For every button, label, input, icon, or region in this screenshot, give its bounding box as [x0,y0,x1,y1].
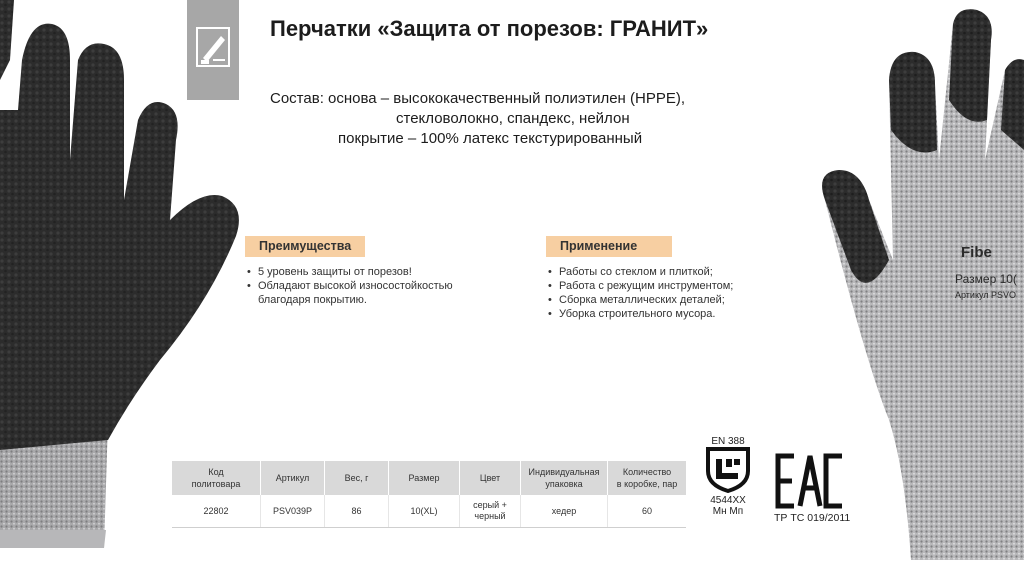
application-list [546,265,796,321]
composition-line-3: покрытие – 100% латекс текстурированный [338,130,643,147]
advantages-list [245,265,493,307]
composition-line-1: Состав: основа – высококачественный полиэтилен (HPPE), [270,90,686,107]
table-cell: PSV039P [261,495,325,528]
list-item: • Уборка строительного мусора. [546,307,796,321]
table-cell: 22802 [172,495,261,528]
composition-line-2: стекловолокно, спандекс, нейлон [396,110,630,127]
en388-shield-icon [700,447,756,493]
en388-marks: Mн Mп [712,506,744,517]
list-item: • Сборка металлических деталей; [546,293,796,307]
col-header: Вес, г [325,461,389,495]
col-header: Индивидуальная упаковка [521,461,608,495]
table-row [172,495,686,528]
glove-brand: Fibe [961,244,992,261]
en388-mark [700,436,756,517]
list-item: • Работы со стеклом и плиткой; [546,265,796,279]
glove-size: Размер 10( [955,272,1017,286]
table-cell: 10(XL) [389,495,460,528]
table-header-row [172,461,686,495]
application-heading: Применение [546,236,672,257]
col-header: Размер [389,461,460,495]
list-item: • Обладают высокой износостойкостью благодаря покрытию. [245,279,493,307]
spec-table [172,461,686,528]
application-section [546,236,796,321]
glove-article: Артикул PSVO [955,290,1017,300]
en388-code: 4544XX [710,495,746,506]
col-header: Цвет [460,461,521,495]
list-item: • 5 уровень защиты от порезов! [245,265,493,279]
cut-protection-icon [187,0,239,100]
table-cell: 86 [325,495,389,528]
eac-label: ТР ТС 019/2011 [774,512,851,524]
col-header: Код политовара [172,461,261,495]
en388-standard: EN 388 [711,436,745,447]
col-header: Количество в коробке, пар [608,461,687,495]
list-item: • Работа с режущим инструментом; [546,279,796,293]
advantages-section [245,236,493,307]
page-title: Перчатки «Защита от порезов: ГРАНИТ» [270,16,709,41]
table-cell: 60 [608,495,687,528]
table-cell: серый + черный [460,495,521,528]
glove-photo-right [805,0,1024,574]
col-header: Артикул [261,461,325,495]
table-cell: хедер [521,495,608,528]
advantages-heading: Преимущества [245,236,365,257]
